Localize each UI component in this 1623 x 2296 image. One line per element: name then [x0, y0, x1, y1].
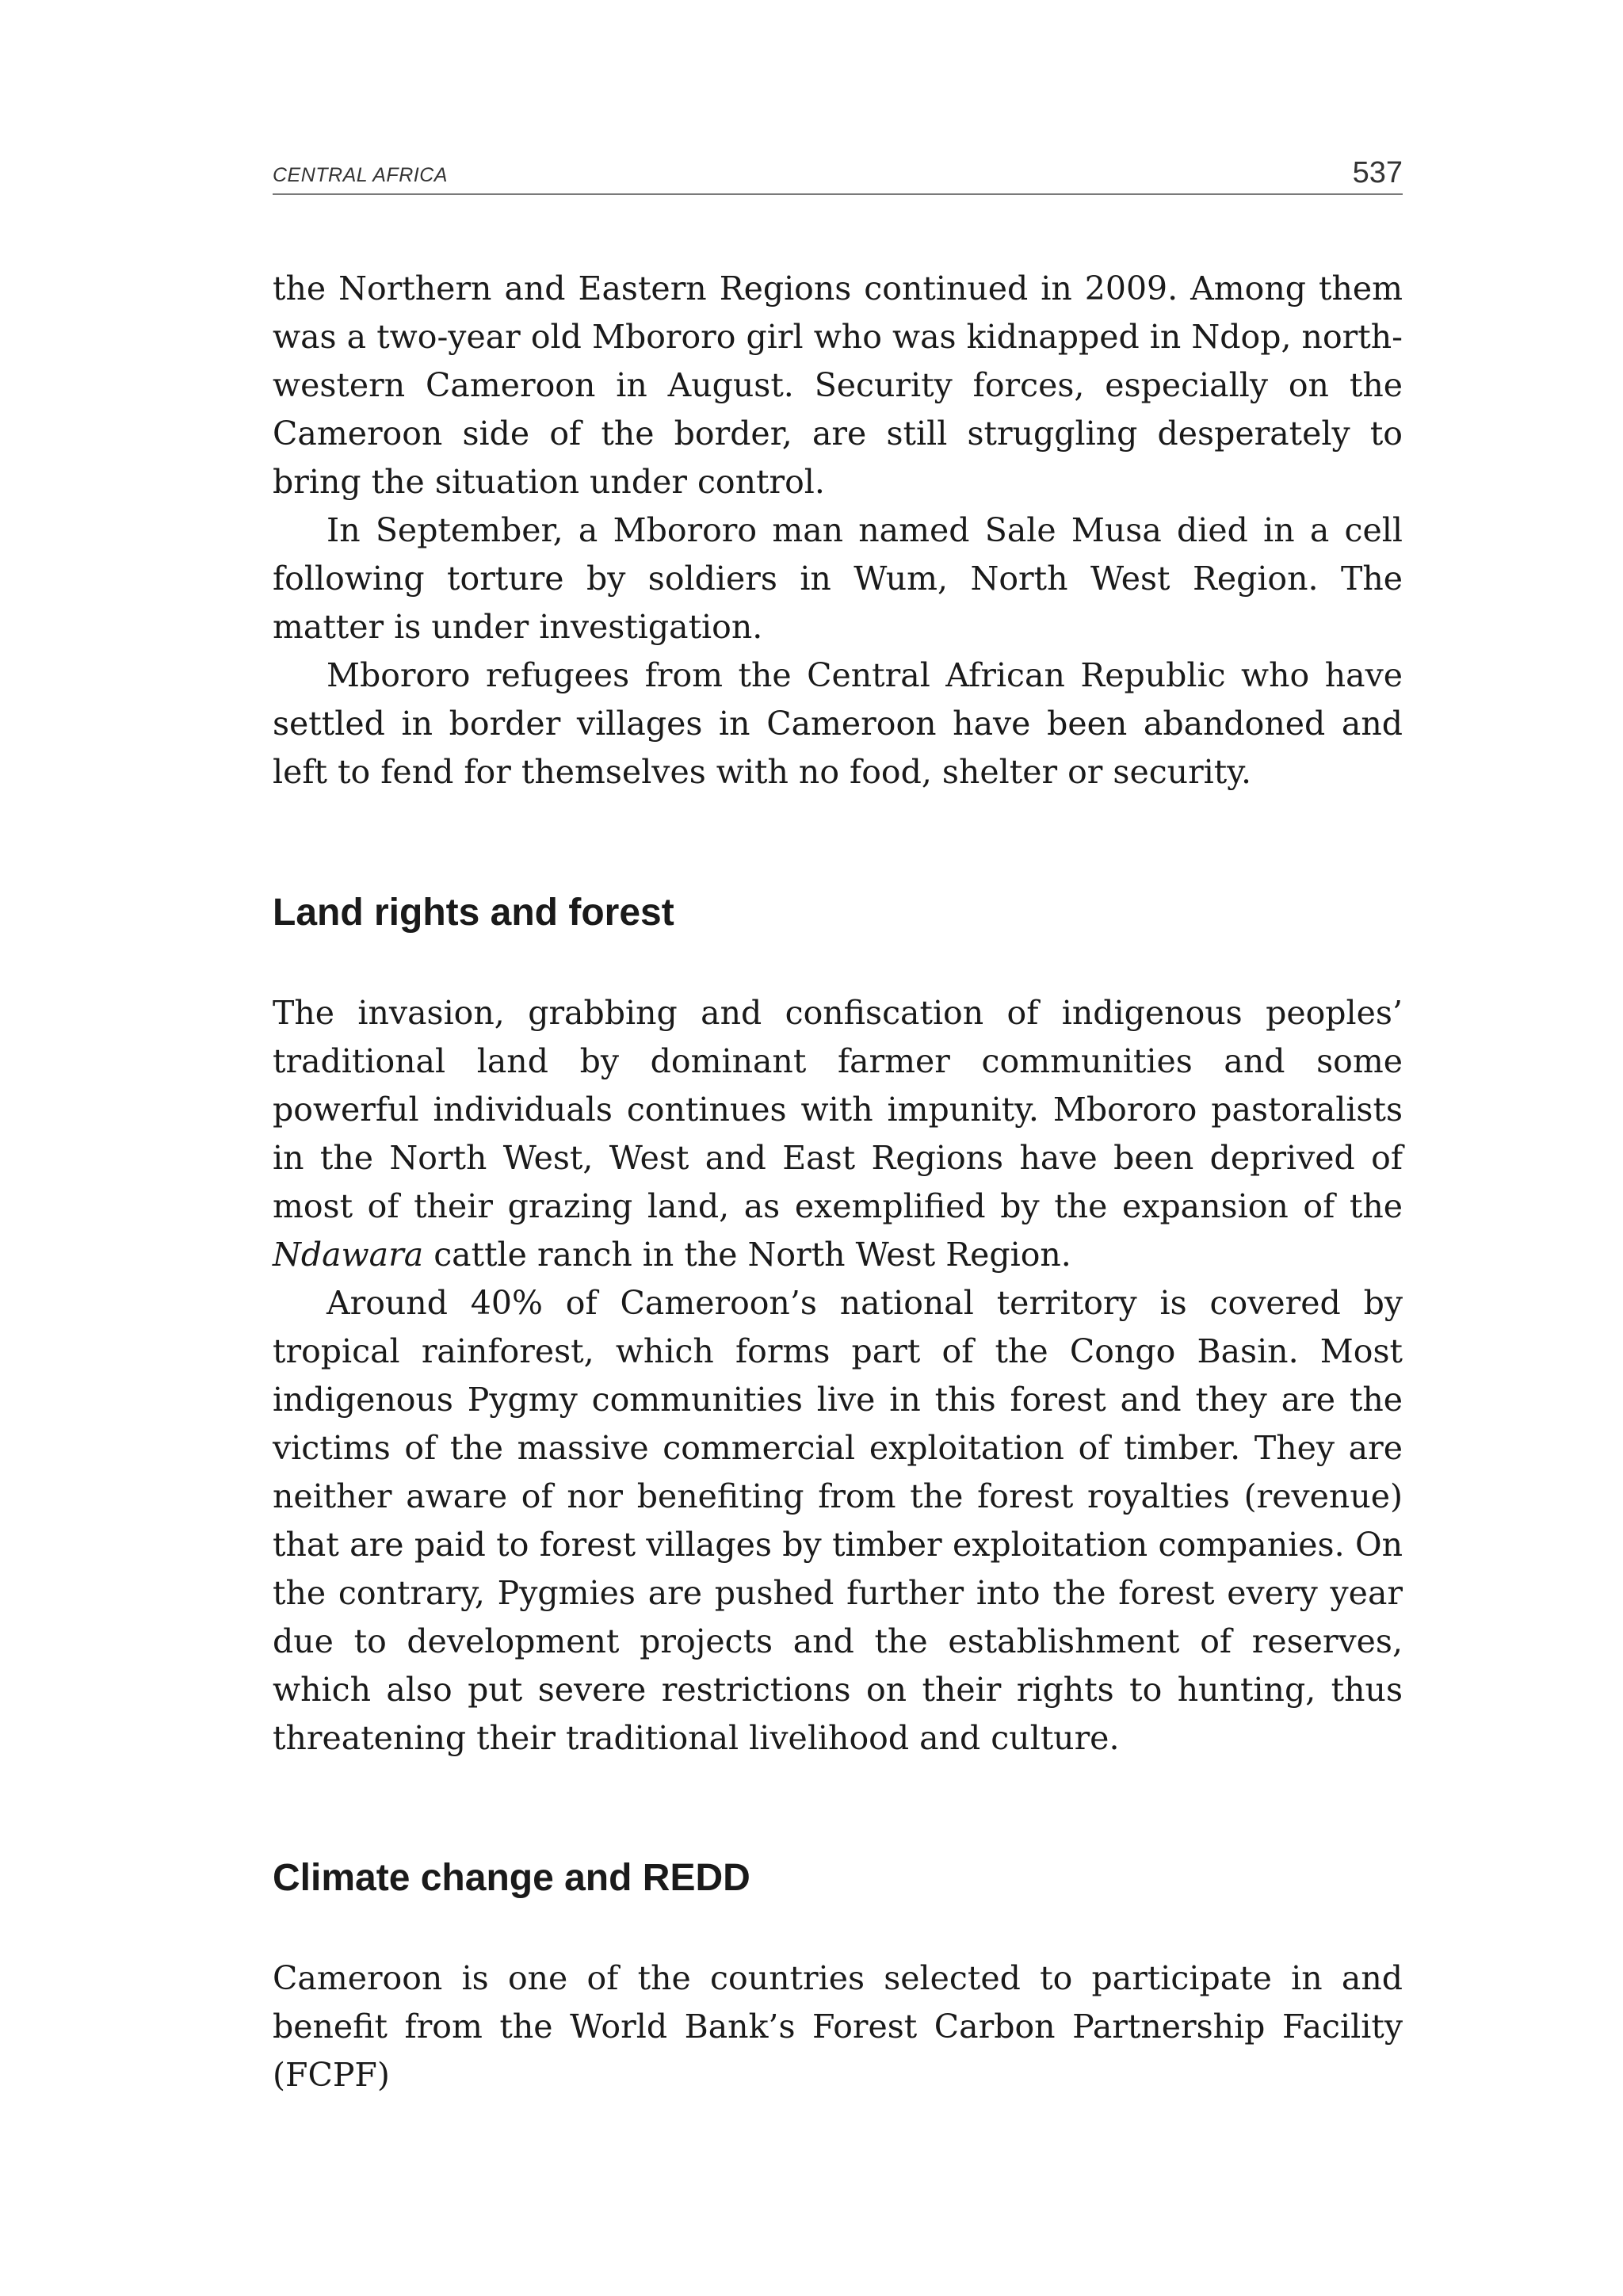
section-heading-land-rights: Land rights and forest [273, 892, 674, 934]
land-rights-text-block [273, 989, 1403, 1763]
paragraph: Around 40% of Cameroon’s national territory is covered by tropical rainforest, which forms part of the Congo Basin. Most indigenous Pygmy communities live in this forest and they are the victims of the massive commercial exploitation of timber. They are neither aware of nor benefiting from the forest royalties (revenue) that are paid to forest villages by timber exploitation companies. On the contrary, Pygmies are pushed further into the forest every year due to development projects and the establishment of reserves, which also put severe restrictions on their rights to hunting, thus threatening their traditional livelihood and culture. [273, 1284, 1403, 1757]
paragraph: In September, a Mbororo man named Sale Musa died in a cell following torture by soldiers in Wum, North West Region. The matter is under investigation. [273, 511, 1403, 646]
section-heading-climate-change: Climate change and REDD [273, 1857, 750, 1899]
paragraph [273, 989, 1403, 1279]
italic-term: Ndawara [273, 1236, 424, 1274]
page-number: 537 [1352, 156, 1403, 189]
text-run: The invasion, grabbing and confiscation of indigenous peoples’ traditional land by dominant farmer communities and some powerful individuals continues with impunity. Mbororo pastoralists in the North West, West and East Regions have been deprived of most of their grazing land, as exemplified by the expansion of the [273, 994, 1403, 1225]
running-title: CENTRAL AFRICA [273, 164, 448, 186]
paragraph: Cameroon is one of the countries selected to participate in and benefit from the World Bank’s Forest Carbon Partnership Facility (FCPF) [273, 1959, 1403, 2094]
paragraph: the Northern and Eastern Regions continued in 2009. Among them was a two-year old Mbororo girl who was kidnapped in Ndop, northwestern Cameroon in August. Security forces, especially on the Cameroon side of the border, are still struggling desperately to bring the situation under control. [273, 269, 1403, 501]
running-header [273, 155, 1403, 195]
intro-text-block [273, 265, 1403, 797]
text-run: cattle ranch in the North West Region. [423, 1236, 1071, 1274]
climate-text-block [273, 1954, 1403, 2099]
paragraph: Mbororo refugees from the Central African Republic who have settled in border villages in Cameroon have been abandoned and left to fend for themselves with no food, shelter or security. [273, 656, 1403, 791]
